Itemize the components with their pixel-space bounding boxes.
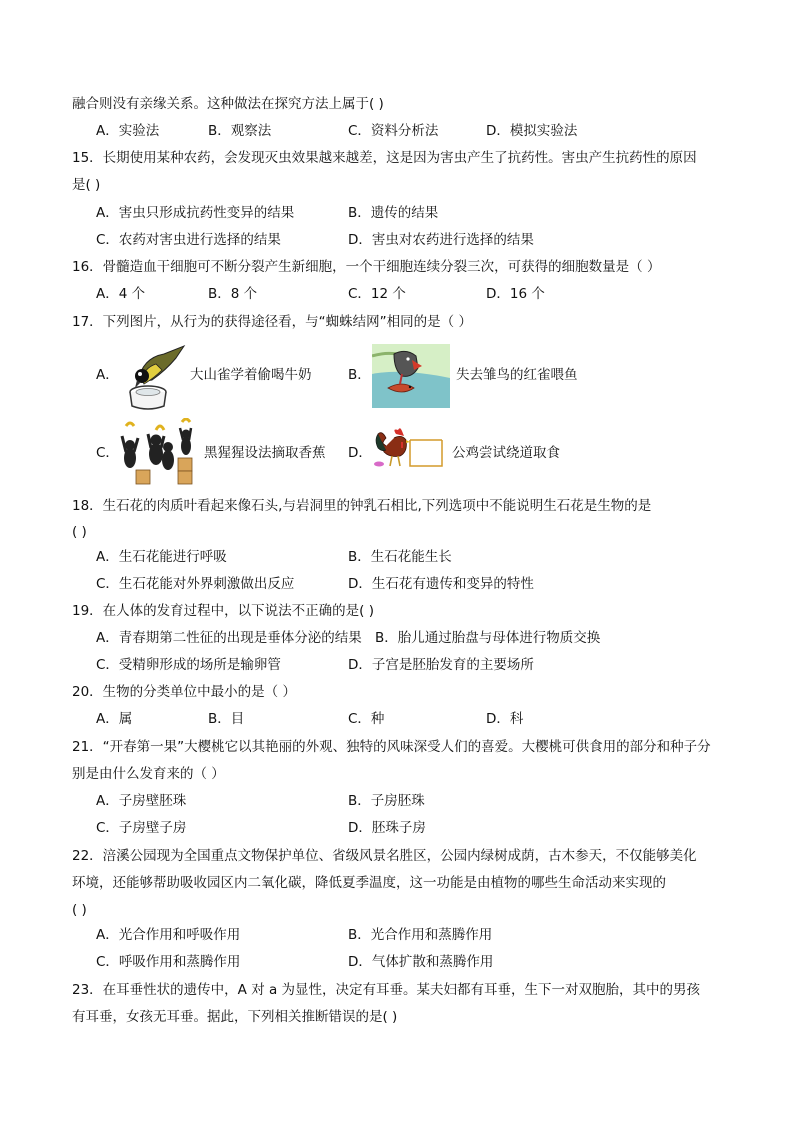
q22-option-b[interactable]: B．光合作用和蒸腾作用 [348,927,493,943]
q16-option-d[interactable]: D．16 个 [486,286,545,302]
q18-option-a[interactable]: A．生石花能进行呼吸 [96,549,227,565]
q17-option-b-letter[interactable]: B． [348,367,371,383]
q17-option-c-letter[interactable]: C． [96,445,119,461]
q17-stem: 17．下列图片，从行为的获得途径看，与“蜘蛛结网”相同的是（ ） [72,314,472,330]
q19-option-d[interactable]: D．子宫是胚胎发育的主要场所 [348,657,534,673]
q16-stem: 16．骨髓造血干细胞可不断分裂产生新细胞，一个干细胞连续分裂三次，可获得的细胞数量是（ ） [72,259,661,275]
q21-option-c[interactable]: C．子房壁子房 [96,820,187,836]
q21-stem-line2: 别是由什么发育来的（ ） [72,766,225,782]
q20-option-c[interactable]: C．种 [348,711,385,727]
q23-stem-line2: 有耳垂，女孩无耳垂。据此，下列相关推断错误的是( ) [72,1009,398,1025]
q17-option-d-letter[interactable]: D． [348,445,372,461]
q22-stem-line3: ( ) [72,902,87,918]
q17-option-b-caption: 失去雏鸟的红雀喂鱼 [456,367,578,383]
q20-stem: 20．生物的分类单位中最小的是（ ） [72,684,296,700]
q15-option-d[interactable]: D．害虫对农药进行选择的结果 [348,232,534,248]
q16-option-c[interactable]: C．12 个 [348,286,406,302]
great-tit-drinking-milk-image [118,340,190,410]
q18-stem-line2: ( ) [72,524,87,540]
q22-option-d[interactable]: D．气体扩散和蒸腾作用 [348,954,494,970]
q18-option-b[interactable]: B．生石花能生长 [348,549,452,565]
q21-option-b[interactable]: B．子房胚珠 [348,793,425,809]
q19-stem: 19．在人体的发育过程中，以下说法不正确的是( ) [72,603,375,619]
q16-option-b[interactable]: B．8 个 [208,286,258,302]
q14-option-b[interactable]: B．观察法 [208,123,272,139]
q22-option-a[interactable]: A．光合作用和呼吸作用 [96,927,241,943]
q17-option-c-caption: 黑猩猩设法摘取香蕉 [204,445,326,461]
q14-stem: 融合则没有亲缘关系。这种做法在探究方法上属于( ) [72,96,384,112]
q18-option-d[interactable]: D．生石花有遗传和变异的特性 [348,576,534,592]
q22-option-c[interactable]: C．呼吸作用和蒸腾作用 [96,954,241,970]
q20-option-a[interactable]: A．属 [96,711,133,727]
q21-option-a[interactable]: A．子房壁胚珠 [96,793,187,809]
q22-stem-line2: 环境，还能够帮助吸收园区内二氧化碳，降低夏季温度，这一功能是由植物的哪些生命活动来实现的 [72,875,666,891]
q19-option-b[interactable]: B．胎儿通过胎盘与母体进行物质交换 [375,630,601,646]
q22-stem-line1: 22．涪溪公园现为全国重点文物保护单位、省级风景名胜区，公园内绿树成荫，古木参天，不仅能够美化 [72,848,697,864]
q14-option-a[interactable]: A．实验法 [96,123,160,139]
q14-option-d[interactable]: D．模拟实验法 [486,123,578,139]
rooster-detour-image [372,426,448,470]
q17-option-a-caption: 大山雀学着偷喝牛奶 [190,367,312,383]
q19-option-a[interactable]: A．青春期第二性征的出现是垂体分泌的结果 [96,630,362,646]
q20-option-b[interactable]: B．目 [208,711,245,727]
q21-stem-line1: 21．“开春第一果”大樱桃它以其艳丽的外观、独特的风味深受人们的喜爱。大樱桃可供食用的部分和种子分 [72,739,711,755]
q23-stem-line1: 23．在耳垂性状的遗传中，A 对 a 为显性，决定有耳垂。某夫妇都有耳垂，生下一对双胞胎，其中的男孩 [72,982,701,998]
q19-option-c[interactable]: C．受精卵形成的场所是输卵管 [96,657,281,673]
q15-option-c[interactable]: C．农药对害虫进行选择的结果 [96,232,281,248]
chimpanzee-bananas-image [118,418,202,486]
q18-option-c[interactable]: C．生石花能对外界刺激做出反应 [96,576,295,592]
q15-option-b[interactable]: B．遗传的结果 [348,205,439,221]
q21-option-d[interactable]: D．胚珠子房 [348,820,426,836]
q15-stem-line2: 是( ) [72,177,101,193]
q20-option-d[interactable]: D．科 [486,711,524,727]
q18-stem-line1: 18．生石花的肉质叶看起来像石头,与岩洞里的钟乳石相比,下列选项中不能说明生石花是生物的是 [72,498,652,514]
cardinal-feeding-fish-image [372,344,450,408]
q17-option-a-letter[interactable]: A． [96,367,119,383]
q15-option-a[interactable]: A．害虫只形成抗药性变异的结果 [96,205,295,221]
q14-option-c[interactable]: C．资料分析法 [348,123,439,139]
q16-option-a[interactable]: A．4 个 [96,286,146,302]
q15-stem-line1: 15．长期使用某种农药，会发现灭虫效果越来越差，这是因为害虫产生了抗药性。害虫产生抗药性的原因 [72,150,697,166]
q17-option-d-caption: 公鸡尝试绕道取食 [452,445,560,461]
